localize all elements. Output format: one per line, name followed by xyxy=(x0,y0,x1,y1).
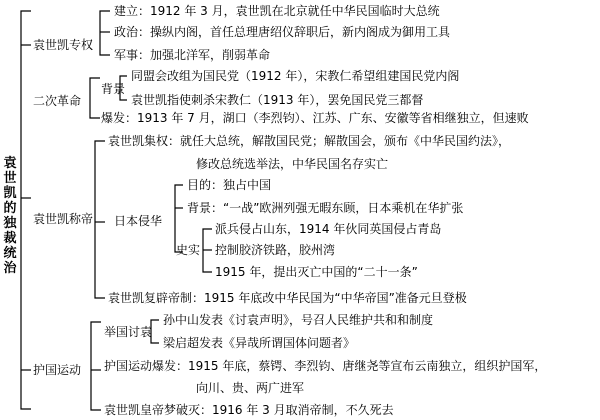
oppose-item: 孙中山发表《讨袁声明》，号召人民维护共和和制度 xyxy=(163,313,434,327)
second-background-item: 同盟会改组为国民党（1912 年），宋教仁希望组建国民党内阁 xyxy=(131,69,460,83)
emperor-centralize-line2: 修改总统选举法，中华民国名存实亡 xyxy=(196,157,389,171)
root-title xyxy=(2,156,18,276)
japan-goal: 目的：独占中国 xyxy=(187,178,272,192)
oppose-item: 梁启超发表《异哉所谓国体问题者》 xyxy=(163,336,356,350)
japan-facts-label: 史实 xyxy=(176,243,201,257)
branch-bracket-emperor xyxy=(95,141,105,298)
second-outbreak: 爆发：1913 年 7 月，湖口（李烈钧）、江苏、广东、安徽等省相继独立，但速败 xyxy=(101,111,529,125)
japan-fact: 派兵侵占山东，1914 年伙同英国侵占青岛 xyxy=(215,222,442,236)
japan-bracket xyxy=(175,185,183,252)
rule-item-military: 军事：加强北洋军，削弱革命 xyxy=(114,48,271,62)
protect-end: 袁世凯皇帝梦破灭：1916 年 3 月取消帝制，不久死去 xyxy=(104,403,394,417)
branch-label-emperor: 袁世凯称帝 xyxy=(33,212,94,226)
protect-outbreak-line1: 护国运动爆发：1915 年底，蔡锷、李烈钧、唐继尧等宣布云南独立，组织护国军， xyxy=(104,359,547,373)
root-title-text: 袁世凯的独裁统治 xyxy=(3,156,17,276)
root-bracket xyxy=(21,11,31,409)
branch-label-rule: 袁世凯专权 xyxy=(33,38,94,52)
rule-item-politics: 政治：操纵内阁，首任总理唐绍仪辞职后，新内阁成为御用工具 xyxy=(114,25,451,39)
second-background-label: 背景 xyxy=(101,82,126,96)
branch-bracket-rule xyxy=(100,11,110,55)
branch-label-second: 二次革命 xyxy=(33,94,82,108)
rule-item-establish: 建立：1912 年 3 月，袁世凯在北京就任中华民国临时大总统 xyxy=(114,4,440,18)
japan-fact: 控制胶济铁路，胶州湾 xyxy=(215,243,336,257)
emperor-centralize-line1: 袁世凯集权：就任大总统，解散国民党；解散国会，颁布《中华民国约法》， xyxy=(108,134,511,148)
japan-background: 背景：“一战”欧洲列强无暇东顾，日本乘机在华扩张 xyxy=(187,201,464,215)
oppose-bracket xyxy=(151,320,159,343)
branch-bracket-second xyxy=(90,78,100,118)
second-background-item: 袁世凯指使刺杀宋教仁（1913 年），罢免国民党三都督 xyxy=(131,93,424,107)
branch-bracket-protect xyxy=(91,322,101,410)
emperor-restore: 袁世凯复辟帝制：1915 年底改中华民国为“中华帝国”准备元旦登极 xyxy=(108,291,467,305)
protect-outbreak-line2: 向川、贵、两广进军 xyxy=(196,381,305,395)
japan-fact: 1915 年，提出灭亡中国的“二十一条” xyxy=(215,265,418,279)
oppose-label: 举国讨袁 xyxy=(104,325,153,339)
japan-label: 日本侵华 xyxy=(114,214,163,228)
branch-label-protect: 护国运动 xyxy=(33,363,82,377)
